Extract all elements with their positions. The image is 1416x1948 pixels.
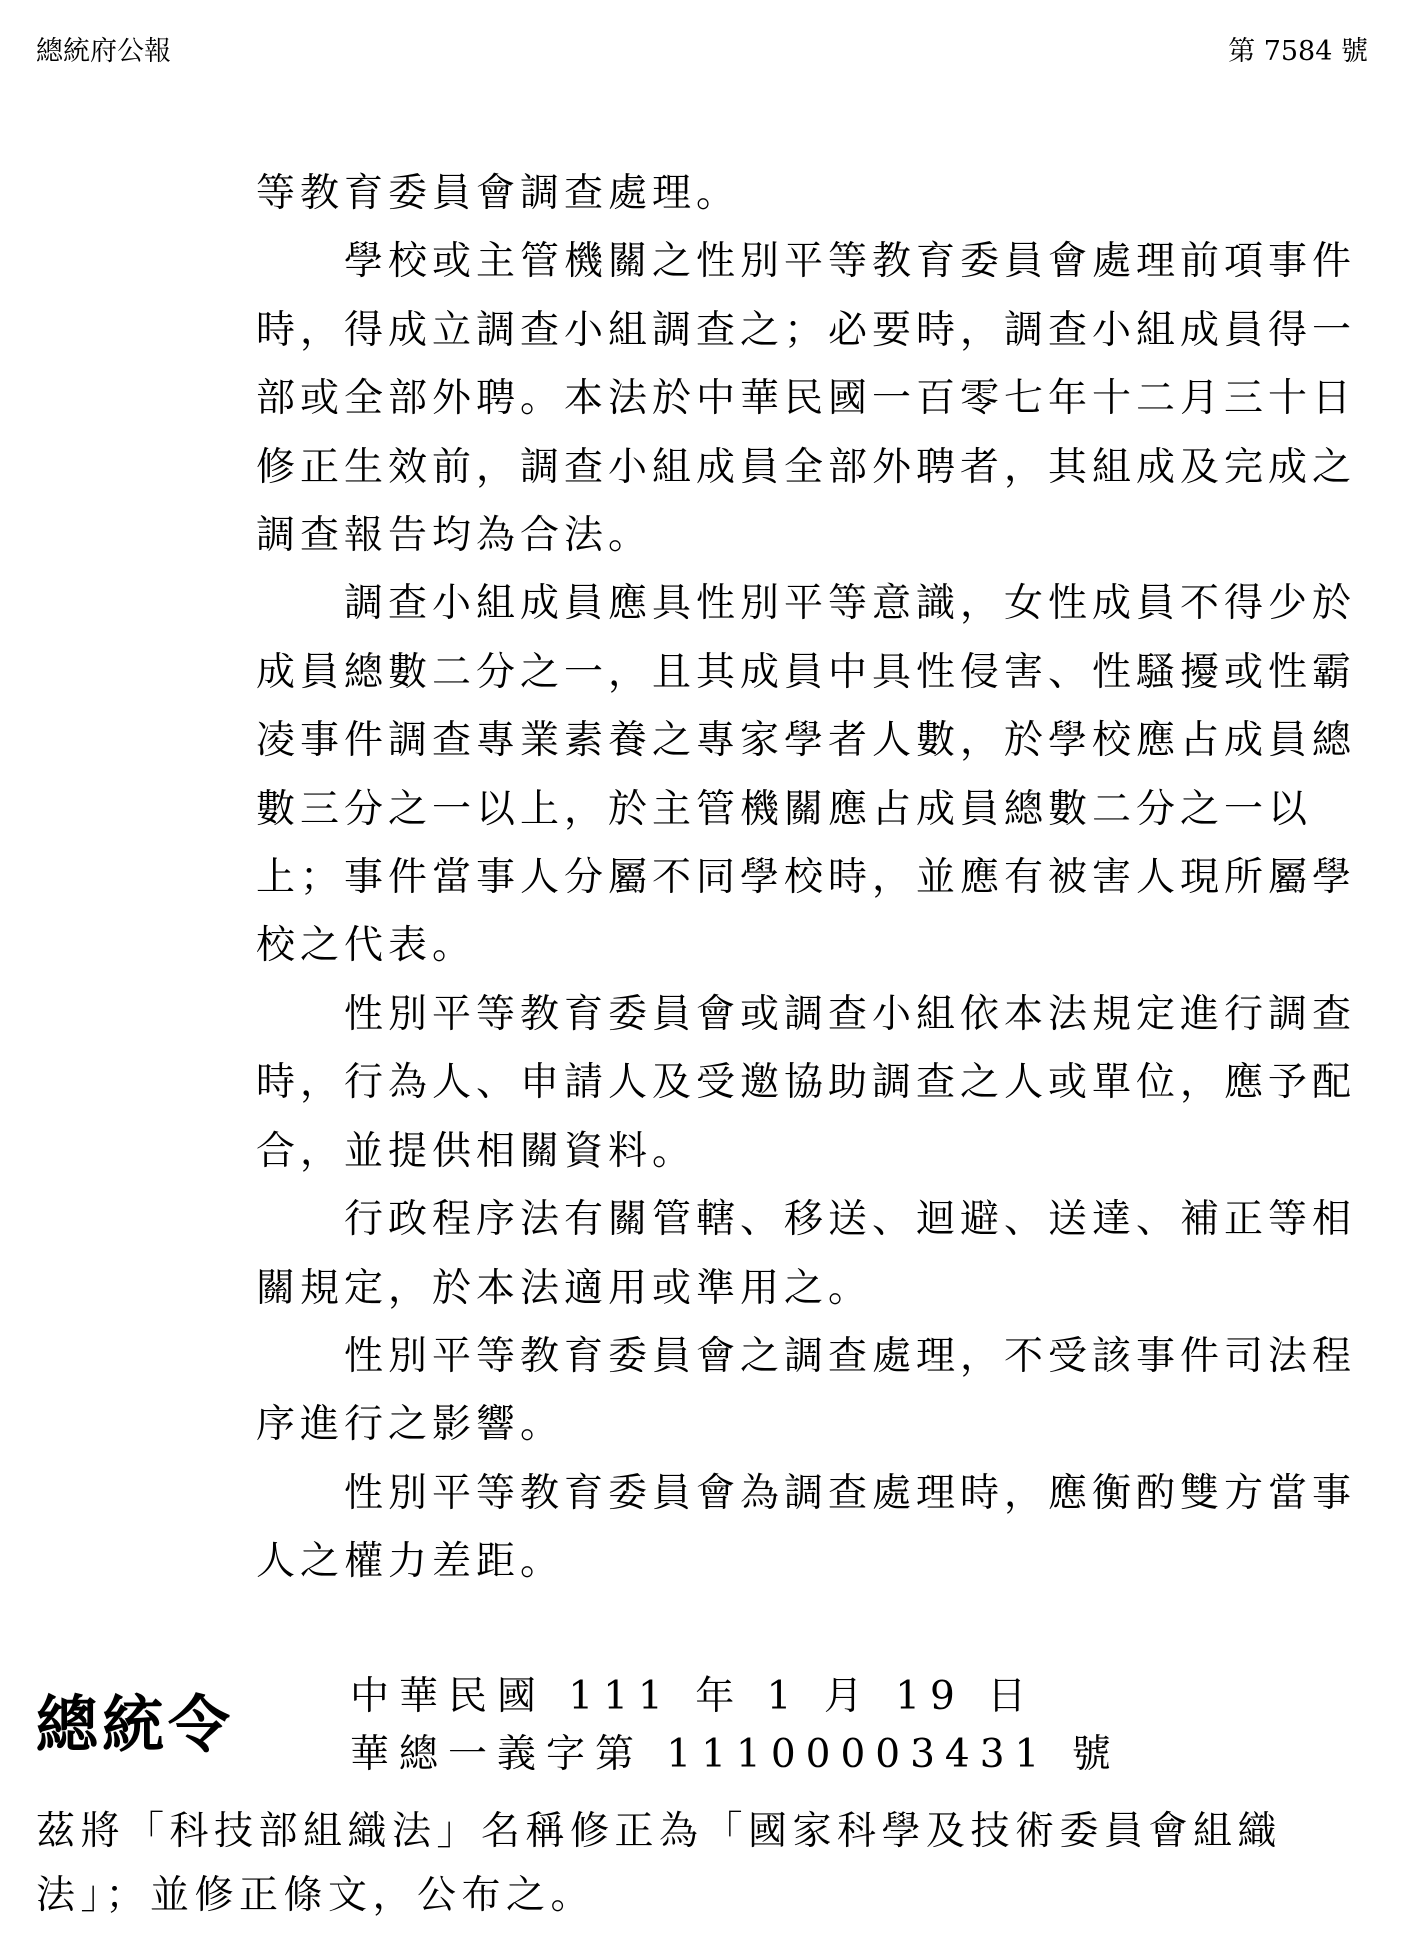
article-text bbox=[256, 160, 1366, 1597]
order-date: 中華民國 111 年 1 月 19 日 bbox=[350, 1674, 1037, 1719]
paragraph-administrative-procedure: 行政程序法有關管轄、移送、迴避、送達、補正等相關規定，於本法適用或準用之。 bbox=[256, 1197, 1357, 1311]
paragraph-judicial-independence: 性別平等教育委員會之調查處理，不受該事件司法程序進行之影響。 bbox=[256, 1333, 1357, 1448]
order-meta bbox=[350, 1668, 1121, 1784]
gazette-name: 總統府公報 bbox=[36, 36, 171, 67]
paragraph-power-gap: 性別平等教育委員會為調查處理時，應衡酌雙方當事人之權力差距。 bbox=[256, 1470, 1357, 1585]
order-body: 茲將「科技部組織法」名稱修正為「國家科學及技術委員會組織法」；並修正條文，公布之。 bbox=[36, 1809, 1283, 1918]
order-title: 總統令 bbox=[36, 1688, 235, 1761]
order-number: 華總一義字第 11100003431 號 bbox=[350, 1732, 1121, 1777]
paragraph-team-composition: 調查小組成員應具性別平等意識，女性成員不得少於成員總數二分之一，且其成員中具性侵害、性騷擾或性霸凌事件調查專業素養之專家學者人數，於學校應占成員總數三分之一以上，於主管機關應占成員總數二分之一以上；事件當事人分屬不同學校時，並應有被害人現所屬學校之代表。 bbox=[256, 581, 1357, 969]
paragraph-cooperation: 性別平等教育委員會或調查小組依本法規定進行調查時，行為人、申請人及受邀協助調查之人或單位，應予配合，並提供相關資料。 bbox=[256, 991, 1357, 1174]
page-header bbox=[36, 32, 1368, 72]
issue-number: 第 7584 號 bbox=[1228, 36, 1368, 67]
paragraph-continuation: 等教育委員會調查處理。 bbox=[256, 171, 741, 216]
paragraph-investigation-team: 學校或主管機關之性別平等教育委員會處理前項事件時，得成立調查小組調查之；必要時，調查小組成員得一部或全部外聘。本法於中華民國一百零七年十二月三十日修正生效前，調查小組成員全部外聘者，其組成及完成之調查報告均為合法。 bbox=[256, 239, 1357, 559]
